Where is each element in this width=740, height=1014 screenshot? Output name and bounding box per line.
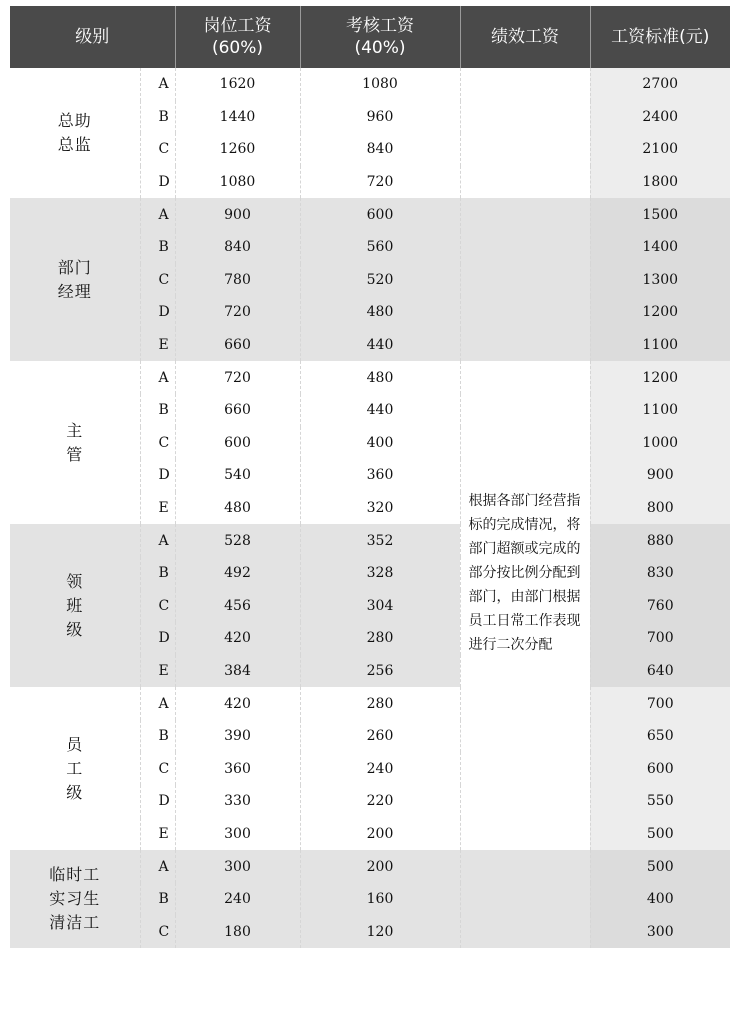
post-salary-cell: 780 — [175, 264, 300, 297]
performance-salary-note: 根据各部门经营指标的完成情况，将部门超额或完成的部分按比例分配到部门，由部门根据员工日常工作表现进行二次分配 — [460, 459, 590, 687]
table-body — [10, 68, 730, 948]
grade-cell: D — [140, 166, 175, 199]
performance-salary-cell — [460, 296, 590, 329]
post-salary-cell: 420 — [175, 622, 300, 655]
salary-standard-cell: 830 — [590, 557, 730, 590]
level-label: 主 管 — [10, 361, 140, 524]
salary-standard-cell: 760 — [590, 590, 730, 623]
salary-standard-cell: 900 — [590, 459, 730, 492]
salary-standard-cell: 700 — [590, 687, 730, 720]
salary-standard-cell: 1100 — [590, 394, 730, 427]
table-header-row — [10, 6, 730, 68]
grade-cell: A — [140, 687, 175, 720]
assess-salary-cell: 440 — [300, 329, 460, 362]
grade-cell: B — [140, 394, 175, 427]
assess-salary-cell: 280 — [300, 622, 460, 655]
post-salary-cell: 528 — [175, 524, 300, 557]
performance-salary-cell — [460, 68, 590, 101]
assess-salary-cell: 440 — [300, 394, 460, 427]
post-salary-cell: 300 — [175, 818, 300, 851]
grade-cell: C — [140, 752, 175, 785]
performance-salary-cell — [460, 361, 590, 394]
salary-table-sheet — [10, 6, 730, 1004]
salary-standard-cell: 1800 — [590, 166, 730, 199]
post-salary-cell: 600 — [175, 427, 300, 460]
salary-standard-cell: 500 — [590, 850, 730, 883]
assess-salary-cell: 120 — [300, 915, 460, 948]
level-label: 领 班 级 — [10, 524, 140, 687]
assess-salary-cell: 480 — [300, 296, 460, 329]
salary-standard-cell: 2100 — [590, 133, 730, 166]
assess-salary-cell: 560 — [300, 231, 460, 264]
assess-salary-cell: 480 — [300, 361, 460, 394]
salary-standard-cell: 2400 — [590, 101, 730, 134]
header-assess-salary: 考核工资 (40%) — [300, 6, 460, 68]
salary-standard-cell: 1300 — [590, 264, 730, 297]
post-salary-cell: 720 — [175, 361, 300, 394]
performance-salary-cell — [460, 720, 590, 753]
post-salary-cell: 1260 — [175, 133, 300, 166]
table-row — [10, 687, 730, 720]
grade-cell: C — [140, 590, 175, 623]
performance-salary-cell — [460, 101, 590, 134]
assess-salary-cell: 1080 — [300, 68, 460, 101]
post-salary-cell: 900 — [175, 198, 300, 231]
assess-salary-cell: 840 — [300, 133, 460, 166]
post-salary-cell: 1080 — [175, 166, 300, 199]
assess-salary-cell: 160 — [300, 883, 460, 916]
assess-salary-cell: 600 — [300, 198, 460, 231]
assess-salary-cell: 328 — [300, 557, 460, 590]
performance-salary-cell — [460, 427, 590, 460]
grade-cell: A — [140, 198, 175, 231]
grade-cell: D — [140, 459, 175, 492]
grade-cell: B — [140, 231, 175, 264]
salary-standard-cell: 550 — [590, 785, 730, 818]
post-salary-cell: 240 — [175, 883, 300, 916]
performance-salary-cell — [460, 166, 590, 199]
salary-standard-cell: 300 — [590, 915, 730, 948]
salary-standard-cell: 1000 — [590, 427, 730, 460]
grade-cell: A — [140, 68, 175, 101]
grade-cell: A — [140, 524, 175, 557]
grade-cell: D — [140, 785, 175, 818]
performance-salary-cell — [460, 915, 590, 948]
post-salary-cell: 660 — [175, 329, 300, 362]
salary-standard-cell: 650 — [590, 720, 730, 753]
grade-cell: B — [140, 720, 175, 753]
table-row — [10, 524, 730, 557]
header-performance-salary: 绩效工资 — [460, 6, 590, 68]
assess-salary-cell: 240 — [300, 752, 460, 785]
level-label: 临时工 实习生 清洁工 — [10, 850, 140, 948]
grade-cell: C — [140, 264, 175, 297]
grade-cell: E — [140, 492, 175, 525]
assess-salary-cell: 520 — [300, 264, 460, 297]
assess-salary-cell: 320 — [300, 492, 460, 525]
assess-salary-cell: 304 — [300, 590, 460, 623]
grade-cell: B — [140, 883, 175, 916]
performance-salary-cell — [460, 133, 590, 166]
grade-cell: D — [140, 622, 175, 655]
table-row — [10, 68, 730, 101]
assess-salary-cell: 256 — [300, 655, 460, 688]
assess-salary-cell: 260 — [300, 720, 460, 753]
post-salary-cell: 180 — [175, 915, 300, 948]
header-post-salary: 岗位工资 (60%) — [175, 6, 300, 68]
assess-salary-cell: 360 — [300, 459, 460, 492]
grade-cell: B — [140, 101, 175, 134]
salary-standard-cell: 700 — [590, 622, 730, 655]
grade-cell: C — [140, 133, 175, 166]
post-salary-cell: 360 — [175, 752, 300, 785]
post-salary-cell: 492 — [175, 557, 300, 590]
salary-standard-cell: 1500 — [590, 198, 730, 231]
salary-standard-cell: 1400 — [590, 231, 730, 264]
salary-standard-cell: 800 — [590, 492, 730, 525]
salary-standard-cell: 880 — [590, 524, 730, 557]
performance-salary-cell — [460, 231, 590, 264]
performance-salary-cell — [460, 687, 590, 720]
performance-salary-cell — [460, 818, 590, 851]
assess-salary-cell: 720 — [300, 166, 460, 199]
post-salary-cell: 660 — [175, 394, 300, 427]
performance-salary-cell — [460, 883, 590, 916]
grade-cell: E — [140, 329, 175, 362]
post-salary-cell: 330 — [175, 785, 300, 818]
post-salary-cell: 390 — [175, 720, 300, 753]
post-salary-cell: 456 — [175, 590, 300, 623]
salary-standard-cell: 2700 — [590, 68, 730, 101]
grade-cell: B — [140, 557, 175, 590]
table-row — [10, 850, 730, 883]
grade-cell: E — [140, 818, 175, 851]
salary-standard-cell: 640 — [590, 655, 730, 688]
post-salary-cell: 840 — [175, 231, 300, 264]
performance-salary-cell — [460, 850, 590, 883]
grade-cell: D — [140, 296, 175, 329]
assess-salary-cell: 352 — [300, 524, 460, 557]
salary-standard-cell: 1200 — [590, 296, 730, 329]
salary-standard-cell: 500 — [590, 818, 730, 851]
post-salary-cell: 540 — [175, 459, 300, 492]
post-salary-cell: 384 — [175, 655, 300, 688]
post-salary-cell: 420 — [175, 687, 300, 720]
performance-salary-cell — [460, 752, 590, 785]
grade-cell: C — [140, 915, 175, 948]
grade-cell: E — [140, 655, 175, 688]
post-salary-cell: 480 — [175, 492, 300, 525]
post-salary-cell: 1440 — [175, 101, 300, 134]
grade-cell: A — [140, 850, 175, 883]
performance-salary-cell — [460, 394, 590, 427]
level-label: 总助 总监 — [10, 68, 140, 198]
salary-standard-cell: 600 — [590, 752, 730, 785]
assess-salary-cell: 220 — [300, 785, 460, 818]
post-salary-cell: 300 — [175, 850, 300, 883]
header-salary-standard: 工资标准(元) — [590, 6, 730, 68]
performance-salary-cell — [460, 198, 590, 231]
salary-standard-cell: 1100 — [590, 329, 730, 362]
assess-salary-cell: 280 — [300, 687, 460, 720]
performance-salary-cell — [460, 785, 590, 818]
post-salary-cell: 1620 — [175, 68, 300, 101]
grade-cell: C — [140, 427, 175, 460]
performance-salary-cell — [460, 264, 590, 297]
level-label: 员 工 级 — [10, 687, 140, 850]
table-row — [10, 198, 730, 231]
salary-standard-cell: 400 — [590, 883, 730, 916]
assess-salary-cell: 960 — [300, 101, 460, 134]
header-level: 级别 — [10, 6, 175, 68]
performance-salary-cell — [460, 329, 590, 362]
table-row — [10, 361, 730, 394]
assess-salary-cell: 200 — [300, 850, 460, 883]
level-label: 部门 经理 — [10, 198, 140, 361]
assess-salary-cell: 200 — [300, 818, 460, 851]
assess-salary-cell: 400 — [300, 427, 460, 460]
post-salary-cell: 720 — [175, 296, 300, 329]
salary-standard-cell: 1200 — [590, 361, 730, 394]
grade-cell: A — [140, 361, 175, 394]
salary-standard-table — [10, 6, 730, 948]
